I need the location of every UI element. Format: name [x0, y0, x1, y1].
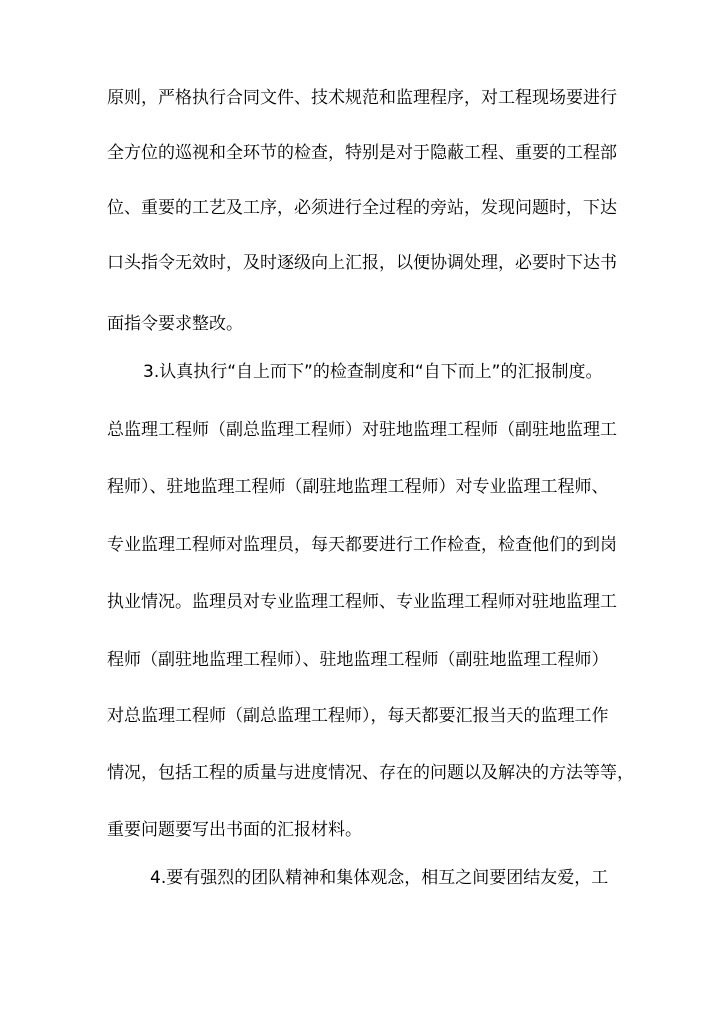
paragraph-line: 重要问题要写出书面的汇报材料。	[107, 820, 362, 840]
paragraph-line: 执业情况。监理员对专业监理工程师、专业监理工程师对驻地监理工	[107, 592, 617, 612]
paragraph-line: 程师（副驻地监理工程师）、驻地监理工程师（副驻地监理工程师）	[107, 650, 609, 670]
paragraph-line: 情况，包括工程的质量与进度情况、存在的问题以及解决的方法等等，	[107, 763, 634, 783]
paragraph-line: 面指令要求整改。	[107, 314, 243, 334]
numbered-paragraph-4: 4.要有强烈的团队精神和集体观念，相互之间要团结友爱，工	[150, 868, 609, 888]
paragraph-line: 全方位的巡视和全环节的检查，特别是对于隐蔽工程、重要的工程部	[107, 143, 617, 163]
numbered-paragraph-3: 3.认真执行“自上而下”的检查制度和“自下而上”的汇报制度。	[143, 362, 603, 382]
paragraph-line: 位、重要的工艺及工序，必须进行全过程的旁站，发现问题时，下达	[107, 198, 617, 218]
paragraph-line: 口头指令无效时，及时逐级向上汇报，以便协调处理，必要时下达书	[107, 253, 617, 273]
paragraph-line: 原则，严格执行合同文件、技术规范和监理程序，对工程现场要进行	[107, 88, 617, 108]
paragraph-line: 对总监理工程师（副总监理工程师），每天都要汇报当天的监理工作	[107, 706, 609, 726]
paragraph-line: 总监理工程师（副总监理工程师）对驻地监理工程师（副驻地监理工	[107, 420, 617, 440]
paragraph-line: 程师）、驻地监理工程师（副驻地监理工程师）对专业监理工程师、	[107, 477, 609, 497]
paragraph-line: 专业监理工程师对监理员，每天都要进行工作检查，检查他们的到岗	[107, 535, 617, 555]
